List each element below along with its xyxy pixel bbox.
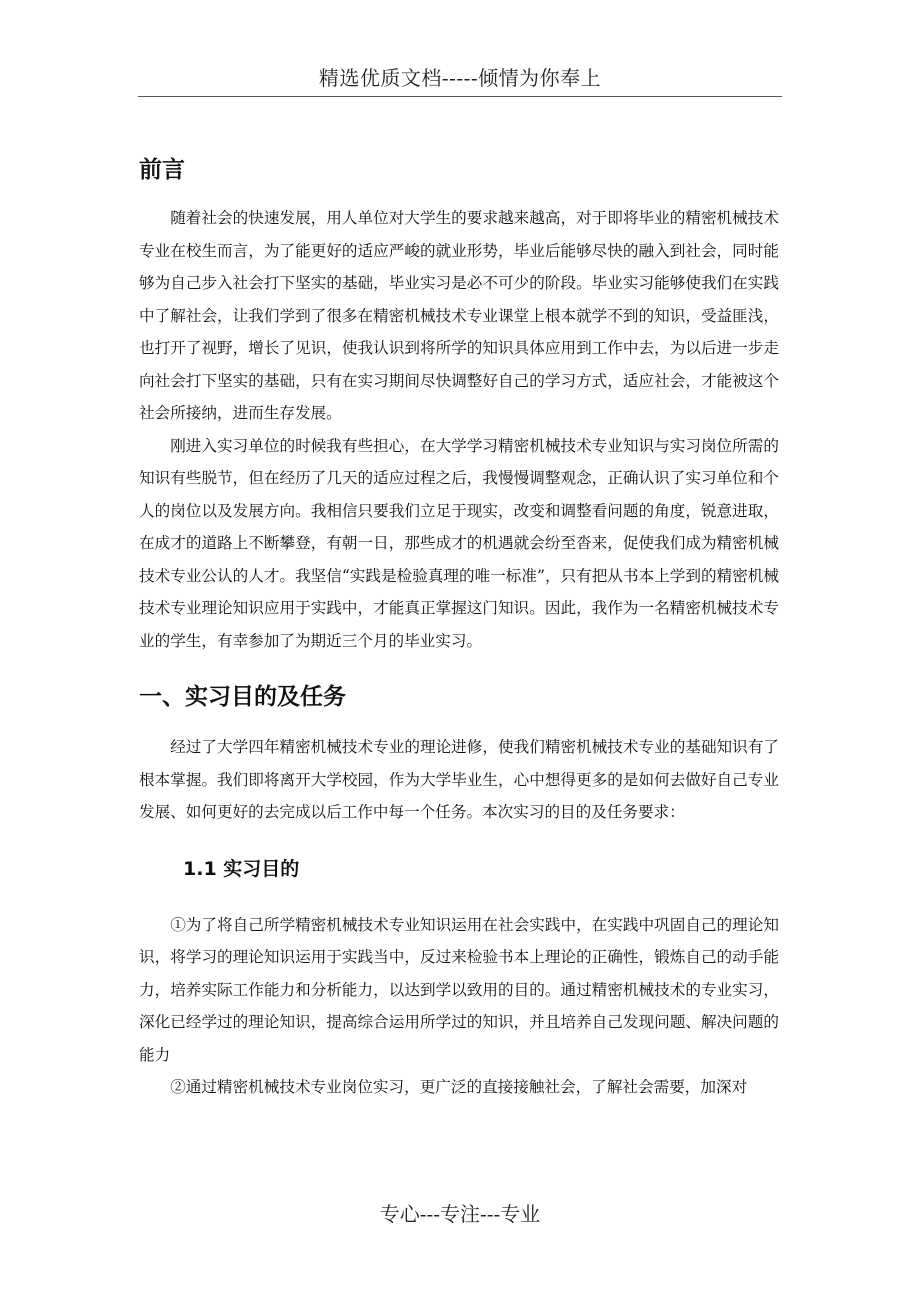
preface-paragraph-1: 随着社会的快速发展，用人单位对大学生的要求越来越高，对于即将毕业的精密机械技术专业在校生而言，为了能更好的适应严峻的就业形势，毕业后能够尽快的融入到社会，同时能够为自己步入社会打下坚实的基础，毕业实习是必不可少的阶段。毕业实习能够使我们在实践中了解社会，让我们学到了很多在精密机械技术专业课堂上根本就学不到的知识，受益匪浅，也打开了视野，增长了见识，使我认识到将所学的知识具体应用到工作中去，为以后进一步走向社会打下坚实的基础，只有在实习期间尽快调整好自己的学习方式，适应社会，才能被这个社会所接纳，进而生存发展。 (139, 209, 779, 422)
header-divider (138, 96, 782, 97)
preface-heading: 前言 (139, 157, 185, 183)
subsection-1-1-heading: 1.1 实习目的 (183, 857, 300, 880)
document-body (139, 150, 779, 1104)
section-1-heading: 一、实习目的及任务 (139, 684, 346, 710)
purpose-item-2: ②通过精密机械技术专业岗位实习，更广泛的直接接触社会，了解社会需要，加深对 (170, 1078, 748, 1096)
page-header: 精选优质文档-----倾情为你奉上 (318, 66, 602, 90)
preface-paragraph-2: 刚进入实习单位的时候我有些担心，在大学学习精密机械技术专业知识与实习岗位所需的知识有些脱节，但在经历了几天的适应过程之后，我慢慢调整观念，正确认识了实习单位和个人的岗位以及发展方向。我相信只要我们立足于现实，改变和调整看问题的角度，锐意进取，在成才的道路上不断攀登，有朝一日，那些成才的机遇就会纷至沓来，促使我们成为精密机械技术专业公认的人才。我坚信“实践是检验真理的唯一标准”，只有把从书本上学到的精密机械技术专业理论知识应用于实践中，才能真正掌握这门知识。因此，我作为一名精密机械技术专业的学生，有幸参加了为期近三个月的毕业实习。 (139, 436, 779, 650)
purpose-item-1: ①为了将自己所学精密机械技术专业知识运用在社会实践中，在实践中巩固自己的理论知识，将学习的理论知识运用于实践当中，反过来检验书本上理论的正确性，锻炼自己的动手能力，培养实际工作能力和分析能力，以达到学以致用的目的。通过精密机械技术的专业实习，深化已经学过的理论知识，提高综合运用所学过的知识，并且培养自己发现问题、解决问题的能力 (139, 915, 779, 1064)
page-footer: 专心---专注---专业 (379, 1202, 541, 1226)
section-1-intro: 经过了大学四年精密机械技术专业的理论进修，使我们精密机械技术专业的基础知识有了根本掌握。我们即将离开大学校园，作为大学毕业生，心中想得更多的是如何去做好自己专业发展、如何更好的去完成以后工作中每一个任务。本次实习的目的及任务要求： (139, 738, 779, 821)
